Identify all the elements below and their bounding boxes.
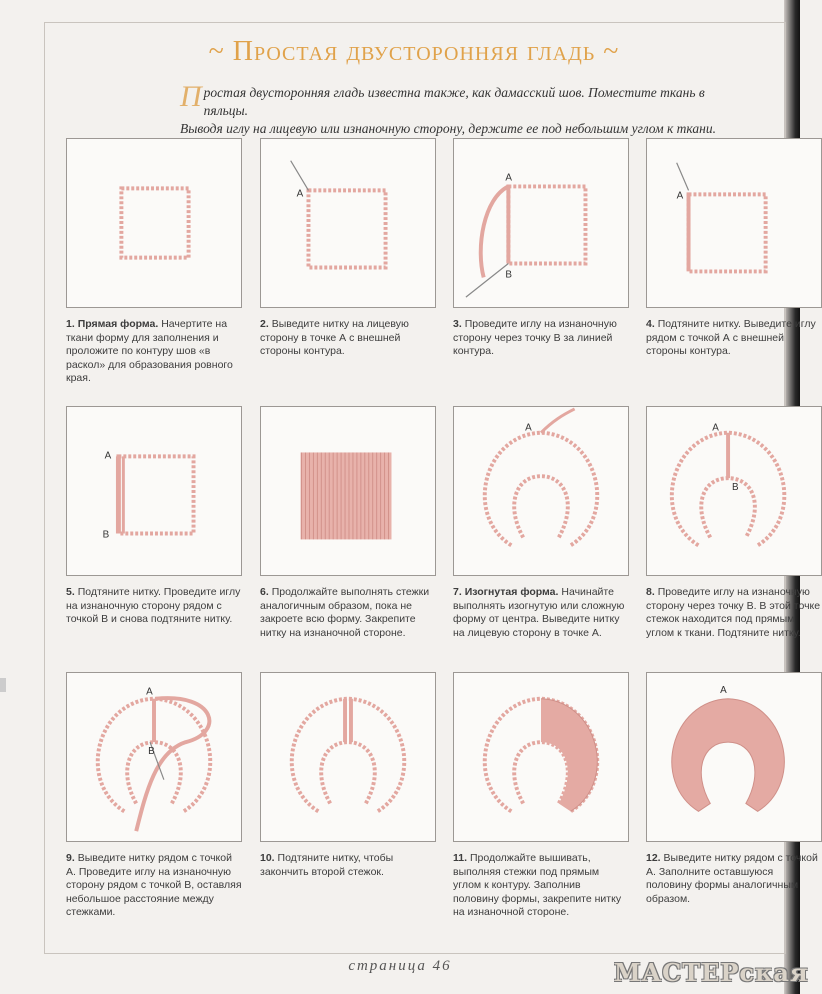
horseshoe-outline-a-illustration (454, 407, 628, 575)
step-10-photo (260, 672, 436, 842)
step-5-caption: 5. Подтяните нитку. Проведите иглу на изнаночную сторону рядом с точкой В и снова подтяните нитку. (66, 586, 241, 625)
step-3-caption: 3. Проведите иглу на изнаночную сторону через точку В за линией контура. (453, 318, 617, 357)
page-title: ~ Простая двусторонняя гладь ~ (208, 36, 620, 67)
step-8-caption: 8. Проведите иглу на изнаночную сторону через точку В. В этой точке стежок находится под прямым углом к ткани. Подтяните нитку. (646, 586, 821, 639)
step-7-photo (453, 406, 629, 576)
step-1-caption: 1. Прямая форма. Начертите на ткани форму для заполнения и проложите по контуру шов «в раскол» для образования ровного края. (66, 318, 233, 384)
horseshoe-needle-b-illustration (67, 673, 241, 841)
svg-text:В: В (505, 269, 513, 281)
page-number: страница 46 (348, 958, 452, 974)
watermark-logo: МАСТЕРская (614, 958, 809, 987)
step-9-caption: 9. Выведите нитку рядом с точкой А. Проведите иглу на изнаночную сторону рядом с точкой В, оставляя небольшое расстояние между стежками. (66, 852, 242, 918)
step-10-caption: 10. Подтяните нитку, чтобы закончить второй стежок. (260, 852, 394, 878)
step-12-photo (646, 672, 822, 842)
intro-text (180, 80, 740, 138)
svg-text:В: В (102, 529, 110, 541)
step-5-photo (66, 406, 242, 576)
horseshoe-two-stitches-illustration (261, 673, 435, 841)
svg-text:А: А (296, 188, 304, 200)
square-thread-ab-illustration (454, 139, 628, 307)
svg-text:В: В (148, 746, 155, 758)
step-2-photo (260, 138, 436, 308)
horseshoe-first-stitch-illustration (647, 407, 821, 575)
square-needle-a-illustration (261, 139, 435, 307)
step-1-photo (66, 138, 242, 308)
step-6-photo (260, 406, 436, 576)
svg-text:А: А (525, 422, 532, 434)
horseshoe-half-filled-illustration (454, 673, 628, 841)
intro-line-2: Выводя иглу на лицевую или изнаночную сторону, держите ее под небольшим углом к ткани. (180, 121, 716, 136)
step-4-caption: 4. Подтяните нитку. Выведите иглу рядом с точкой А с внешней стороны контура. (646, 318, 816, 357)
step-4-photo (646, 138, 822, 308)
step-7-caption: 7. Изогнутая форма. Начинайте выполнять изогнутую или сложную форму от центра. Выведите нитку на лицевую сторону в точке А. (453, 586, 625, 639)
square-filled-illustration (261, 407, 435, 575)
svg-text:А: А (146, 686, 153, 698)
svg-text:А: А (505, 172, 513, 184)
svg-text:А: А (720, 684, 727, 696)
square-outline-illustration (67, 139, 241, 307)
svg-text:А: А (712, 422, 719, 434)
step-2-caption: 2. Выведите нитку на лицевую сторону в точке А с внешней стороны контура. (260, 318, 409, 357)
step-9-photo (66, 672, 242, 842)
binding-mark (0, 678, 6, 692)
square-second-stitch-illustration (67, 407, 241, 575)
step-3-photo (453, 138, 629, 308)
intro-dropcap: П (180, 80, 202, 113)
square-needle-near-a-illustration (647, 139, 821, 307)
svg-text:В: В (732, 482, 739, 494)
step-11-photo (453, 672, 629, 842)
step-6-caption: 6. Продолжайте выполнять стежки аналогичным образом, пока не закроете всю форму. Закрепите нитку на изнаночной стороне. (260, 586, 430, 639)
needle-icon (466, 264, 508, 298)
needle-icon (677, 163, 689, 191)
step-8-photo (646, 406, 822, 576)
horseshoe-fully-filled-illustration (647, 673, 821, 841)
step-11-caption: 11. Продолжайте вышивать, выполняя стежки под прямым углом к контуру. Заполнив половину формы, закрепите нитку на изнаночной стороне. (453, 852, 622, 918)
needle-icon (291, 161, 309, 191)
step-12-caption: 12. Выведите нитку рядом с точкой А. Заполните оставшуюся половину формы аналогичным образом. (646, 852, 818, 905)
svg-text:А: А (104, 450, 112, 462)
svg-text:А: А (676, 190, 684, 202)
intro-line-1: ростая двусторонняя гладь известна также, как дамасский шов. Поместите ткань в пяльцы. (203, 85, 705, 118)
